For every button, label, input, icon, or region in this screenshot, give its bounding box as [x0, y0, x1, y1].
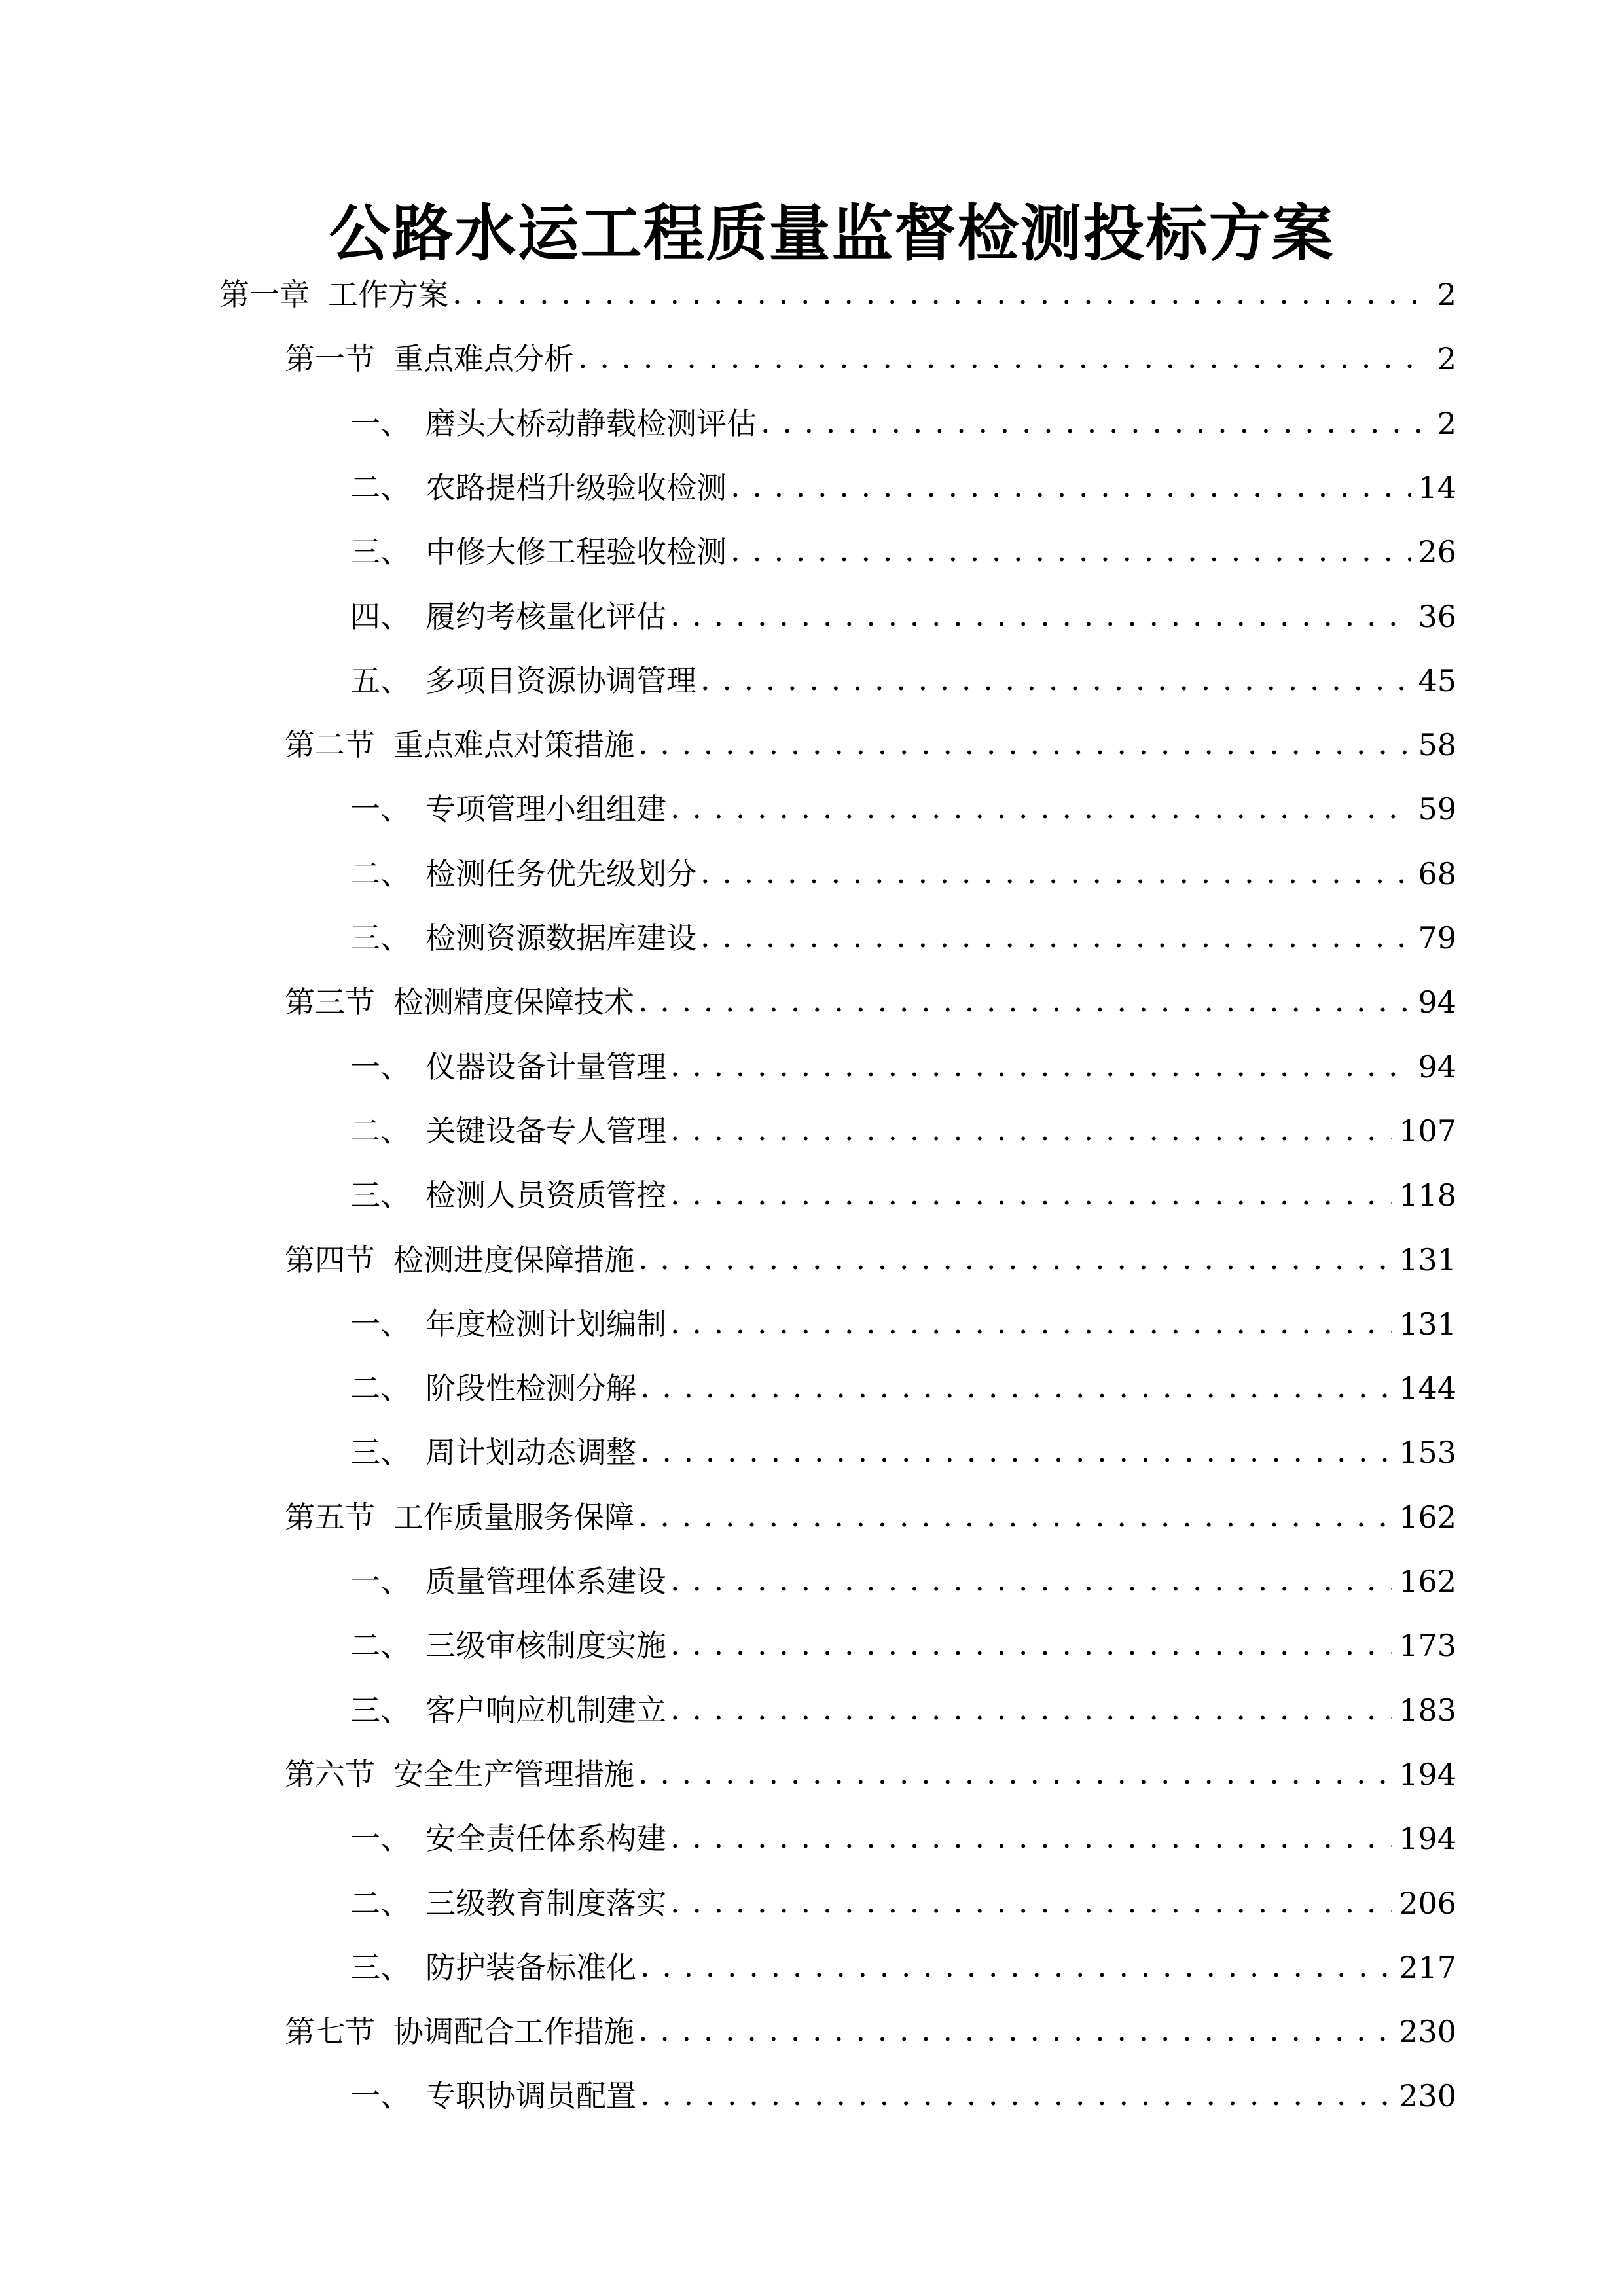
toc-entry-number: 三、 [350, 1435, 410, 1470]
toc-entry-page-number: 230 [1399, 2014, 1456, 2049]
toc-dot-leader [640, 2072, 1392, 2117]
toc-entry-number: 三、 [350, 1950, 410, 1985]
toc-entry-number: 第七节 [285, 2014, 375, 2049]
toc-entry[interactable] [350, 1623, 1456, 1668]
toc-entry-title: 履约考核量化评估 [425, 599, 666, 634]
toc-dot-leader [670, 1814, 1392, 1860]
toc-entry-title: 质量管理体系建设 [425, 1564, 666, 1599]
toc-entry-page-number: 144 [1399, 1371, 1456, 1406]
toc-entry-page-number: 217 [1399, 1950, 1456, 1985]
toc-entry-page-number: 59 [1418, 791, 1456, 827]
toc-entry-number: 第一章 [219, 277, 310, 312]
toc-entry-page-number: 2 [1437, 341, 1456, 376]
toc-entry[interactable] [350, 2073, 1456, 2119]
toc-entry-number: 一、 [350, 1306, 410, 1342]
toc-entry-number: 三、 [350, 1693, 410, 1728]
toc-entry-page-number: 183 [1399, 1693, 1456, 1728]
toc-dot-leader [700, 914, 1411, 960]
toc-dot-leader [670, 1043, 1411, 1088]
toc-entry[interactable] [350, 915, 1456, 961]
toc-entry[interactable] [285, 1751, 1456, 1797]
toc-entry-number: 一、 [350, 2078, 410, 2113]
toc-entry-page-number: 94 [1418, 1049, 1456, 1085]
toc-entry-page-number: 206 [1399, 1886, 1456, 1921]
toc-entry-page-number: 107 [1399, 1113, 1456, 1149]
toc-entry-page-number: 131 [1399, 1242, 1456, 1278]
toc-dot-leader [731, 463, 1411, 509]
toc-entry-title: 阶段性检测分解 [425, 1371, 636, 1406]
toc-entry[interactable] [285, 336, 1456, 382]
toc-entry-number: 三、 [350, 920, 410, 956]
toc-entry-number: 第三节 [285, 984, 375, 1020]
toc-entry[interactable] [350, 1429, 1456, 1475]
toc-dot-leader [700, 850, 1411, 895]
toc-dot-leader [670, 1621, 1392, 1667]
toc-entry-title: 检测人员资质管控 [425, 1177, 666, 1213]
toc-dot-leader [640, 1364, 1392, 1410]
toc-entry-title: 检测精度保障技术 [393, 984, 634, 1020]
toc-entry-title: 周计划动态调整 [425, 1435, 636, 1470]
toc-entry-number: 一、 [350, 406, 410, 441]
toc-entry-title: 中修大修工程验收检测 [425, 534, 727, 569]
toc-entry-page-number: 194 [1399, 1821, 1456, 1856]
toc-entry-number: 二、 [350, 1628, 410, 1663]
toc-entry-title: 工作方案 [328, 277, 448, 312]
toc-dot-leader [638, 721, 1411, 766]
toc-dot-leader [670, 1879, 1392, 1925]
toc-dot-leader [638, 1493, 1392, 1539]
toc-entry-title: 重点难点分析 [393, 341, 574, 376]
toc-entry-title: 三级审核制度实施 [425, 1628, 666, 1663]
toc-entry-page-number: 14 [1418, 470, 1456, 505]
toc-dot-leader [638, 978, 1411, 1024]
toc-entry-page-number: 45 [1418, 663, 1456, 698]
toc-entry-page-number: 94 [1418, 984, 1456, 1020]
toc-entry-number: 二、 [350, 1371, 410, 1406]
toc-dot-leader [761, 399, 1424, 445]
toc-dot-leader [638, 1236, 1392, 1282]
toc-entry-page-number: 58 [1418, 727, 1456, 762]
toc-entry[interactable] [350, 401, 1456, 446]
toc-entry-page-number: 2 [1437, 406, 1456, 441]
toc-entry-title: 磨头大桥动静载检测评估 [425, 406, 757, 441]
toc-entry[interactable] [350, 658, 1456, 704]
toc-dot-leader [640, 1428, 1392, 1474]
toc-dot-leader [640, 1943, 1392, 1989]
toc-entry-title: 协调配合工作措施 [393, 2014, 634, 2049]
toc-entry[interactable] [350, 1687, 1456, 1733]
toc-entry-page-number: 162 [1399, 1499, 1456, 1535]
toc-entry-title: 重点难点对策措施 [393, 727, 634, 762]
toc-entry-title: 多项目资源协调管理 [425, 663, 696, 698]
toc-entry[interactable] [285, 2009, 1456, 2054]
toc-entry[interactable] [219, 272, 1456, 317]
toc-entry[interactable] [350, 786, 1456, 832]
toc-entry-number: 一、 [350, 1821, 410, 1856]
toc-entry[interactable] [350, 1365, 1456, 1411]
toc-entry[interactable] [285, 1494, 1456, 1540]
toc-dot-leader [670, 1107, 1392, 1153]
document-title: 公路水运工程质量监督检测投标方案 [329, 198, 1335, 270]
toc-entry-page-number: 153 [1399, 1435, 1456, 1470]
toc-entry-page-number: 162 [1399, 1564, 1456, 1599]
toc-entry-page-number: 194 [1399, 1757, 1456, 1792]
toc-entry-number: 第四节 [285, 1242, 375, 1278]
toc-entry-page-number: 79 [1418, 920, 1456, 956]
toc-entry[interactable] [350, 529, 1456, 575]
toc-entry-page-number: 118 [1399, 1177, 1456, 1213]
toc-entry-title: 三级教育制度落实 [425, 1886, 666, 1921]
toc-entry[interactable] [350, 1044, 1456, 1090]
toc-entry-page-number: 131 [1399, 1306, 1456, 1342]
toc-entry[interactable] [350, 1172, 1456, 1218]
toc-entry-page-number: 26 [1418, 534, 1456, 569]
toc-entry[interactable] [285, 722, 1456, 768]
toc-entry-title: 工作质量服务保障 [393, 1499, 634, 1535]
toc-dot-leader [670, 1686, 1392, 1732]
toc-entry-title: 客户响应机制建立 [425, 1693, 666, 1728]
toc-entry-title: 检测资源数据库建设 [425, 920, 696, 956]
toc-entry-title: 安全生产管理措施 [393, 1757, 634, 1792]
toc-entry-title: 农路提档升级验收检测 [425, 470, 727, 505]
toc-entry-title: 专职协调员配置 [425, 2078, 636, 2113]
toc-entry-title: 检测任务优先级划分 [425, 856, 696, 891]
toc-entry-page-number: 68 [1418, 856, 1456, 891]
toc-entry[interactable] [350, 1880, 1456, 1926]
toc-entry-number: 二、 [350, 470, 410, 505]
toc-entry-number: 二、 [350, 1113, 410, 1149]
toc-entry-number: 三、 [350, 534, 410, 569]
toc-entry[interactable] [350, 1301, 1456, 1347]
toc-dot-leader [700, 656, 1411, 702]
toc-dot-leader [638, 2007, 1392, 2053]
toc-entry[interactable] [350, 594, 1456, 639]
toc-entry[interactable] [350, 851, 1456, 897]
toc-entry[interactable] [350, 1816, 1456, 1861]
toc-entry[interactable] [350, 1108, 1456, 1154]
toc-entry-title: 仪器设备计量管理 [425, 1049, 666, 1085]
toc-entry[interactable] [350, 465, 1456, 511]
toc-entry-page-number: 230 [1399, 2078, 1456, 2113]
toc-entry-title: 安全责任体系构建 [425, 1821, 666, 1856]
toc-entry-title: 防护装备标准化 [425, 1950, 636, 1985]
toc-entry-number: 第二节 [285, 727, 375, 762]
toc-entry-number: 二、 [350, 1886, 410, 1921]
toc-entry[interactable] [285, 1237, 1456, 1283]
toc-entry-title: 关键设备专人管理 [425, 1113, 666, 1149]
toc-dot-leader [670, 1557, 1392, 1603]
toc-entry-title: 年度检测计划编制 [425, 1306, 666, 1342]
toc-entry-page-number: 36 [1418, 599, 1456, 634]
toc-dot-leader [670, 592, 1411, 638]
toc-entry-number: 第六节 [285, 1757, 375, 1792]
toc-dot-leader [670, 1300, 1392, 1346]
toc-entry-number: 二、 [350, 856, 410, 891]
toc-entry-number: 一、 [350, 1049, 410, 1085]
toc-dot-leader [578, 334, 1424, 380]
toc-entry-number: 一、 [350, 1564, 410, 1599]
toc-entry-number: 四、 [350, 599, 410, 634]
toc-dot-leader [670, 785, 1411, 831]
toc-dot-leader [452, 270, 1424, 316]
toc-entry-page-number: 173 [1399, 1628, 1456, 1663]
toc-entry-title: 专项管理小组组建 [425, 791, 666, 827]
toc-dot-leader [638, 1750, 1392, 1796]
toc-entry-number: 第一节 [285, 341, 375, 376]
toc-entry-number: 第五节 [285, 1499, 375, 1535]
toc-entry-number: 一、 [350, 791, 410, 827]
toc-entry[interactable] [350, 1558, 1456, 1604]
toc-entry-title: 检测进度保障措施 [393, 1242, 634, 1278]
toc-entry-page-number: 2 [1437, 277, 1456, 312]
toc-entry[interactable] [350, 1945, 1456, 1990]
toc-entry-number: 五、 [350, 663, 410, 698]
toc-entry[interactable] [285, 979, 1456, 1025]
toc-dot-leader [731, 528, 1411, 573]
toc-dot-leader [670, 1171, 1392, 1217]
toc-entry-number: 三、 [350, 1177, 410, 1213]
